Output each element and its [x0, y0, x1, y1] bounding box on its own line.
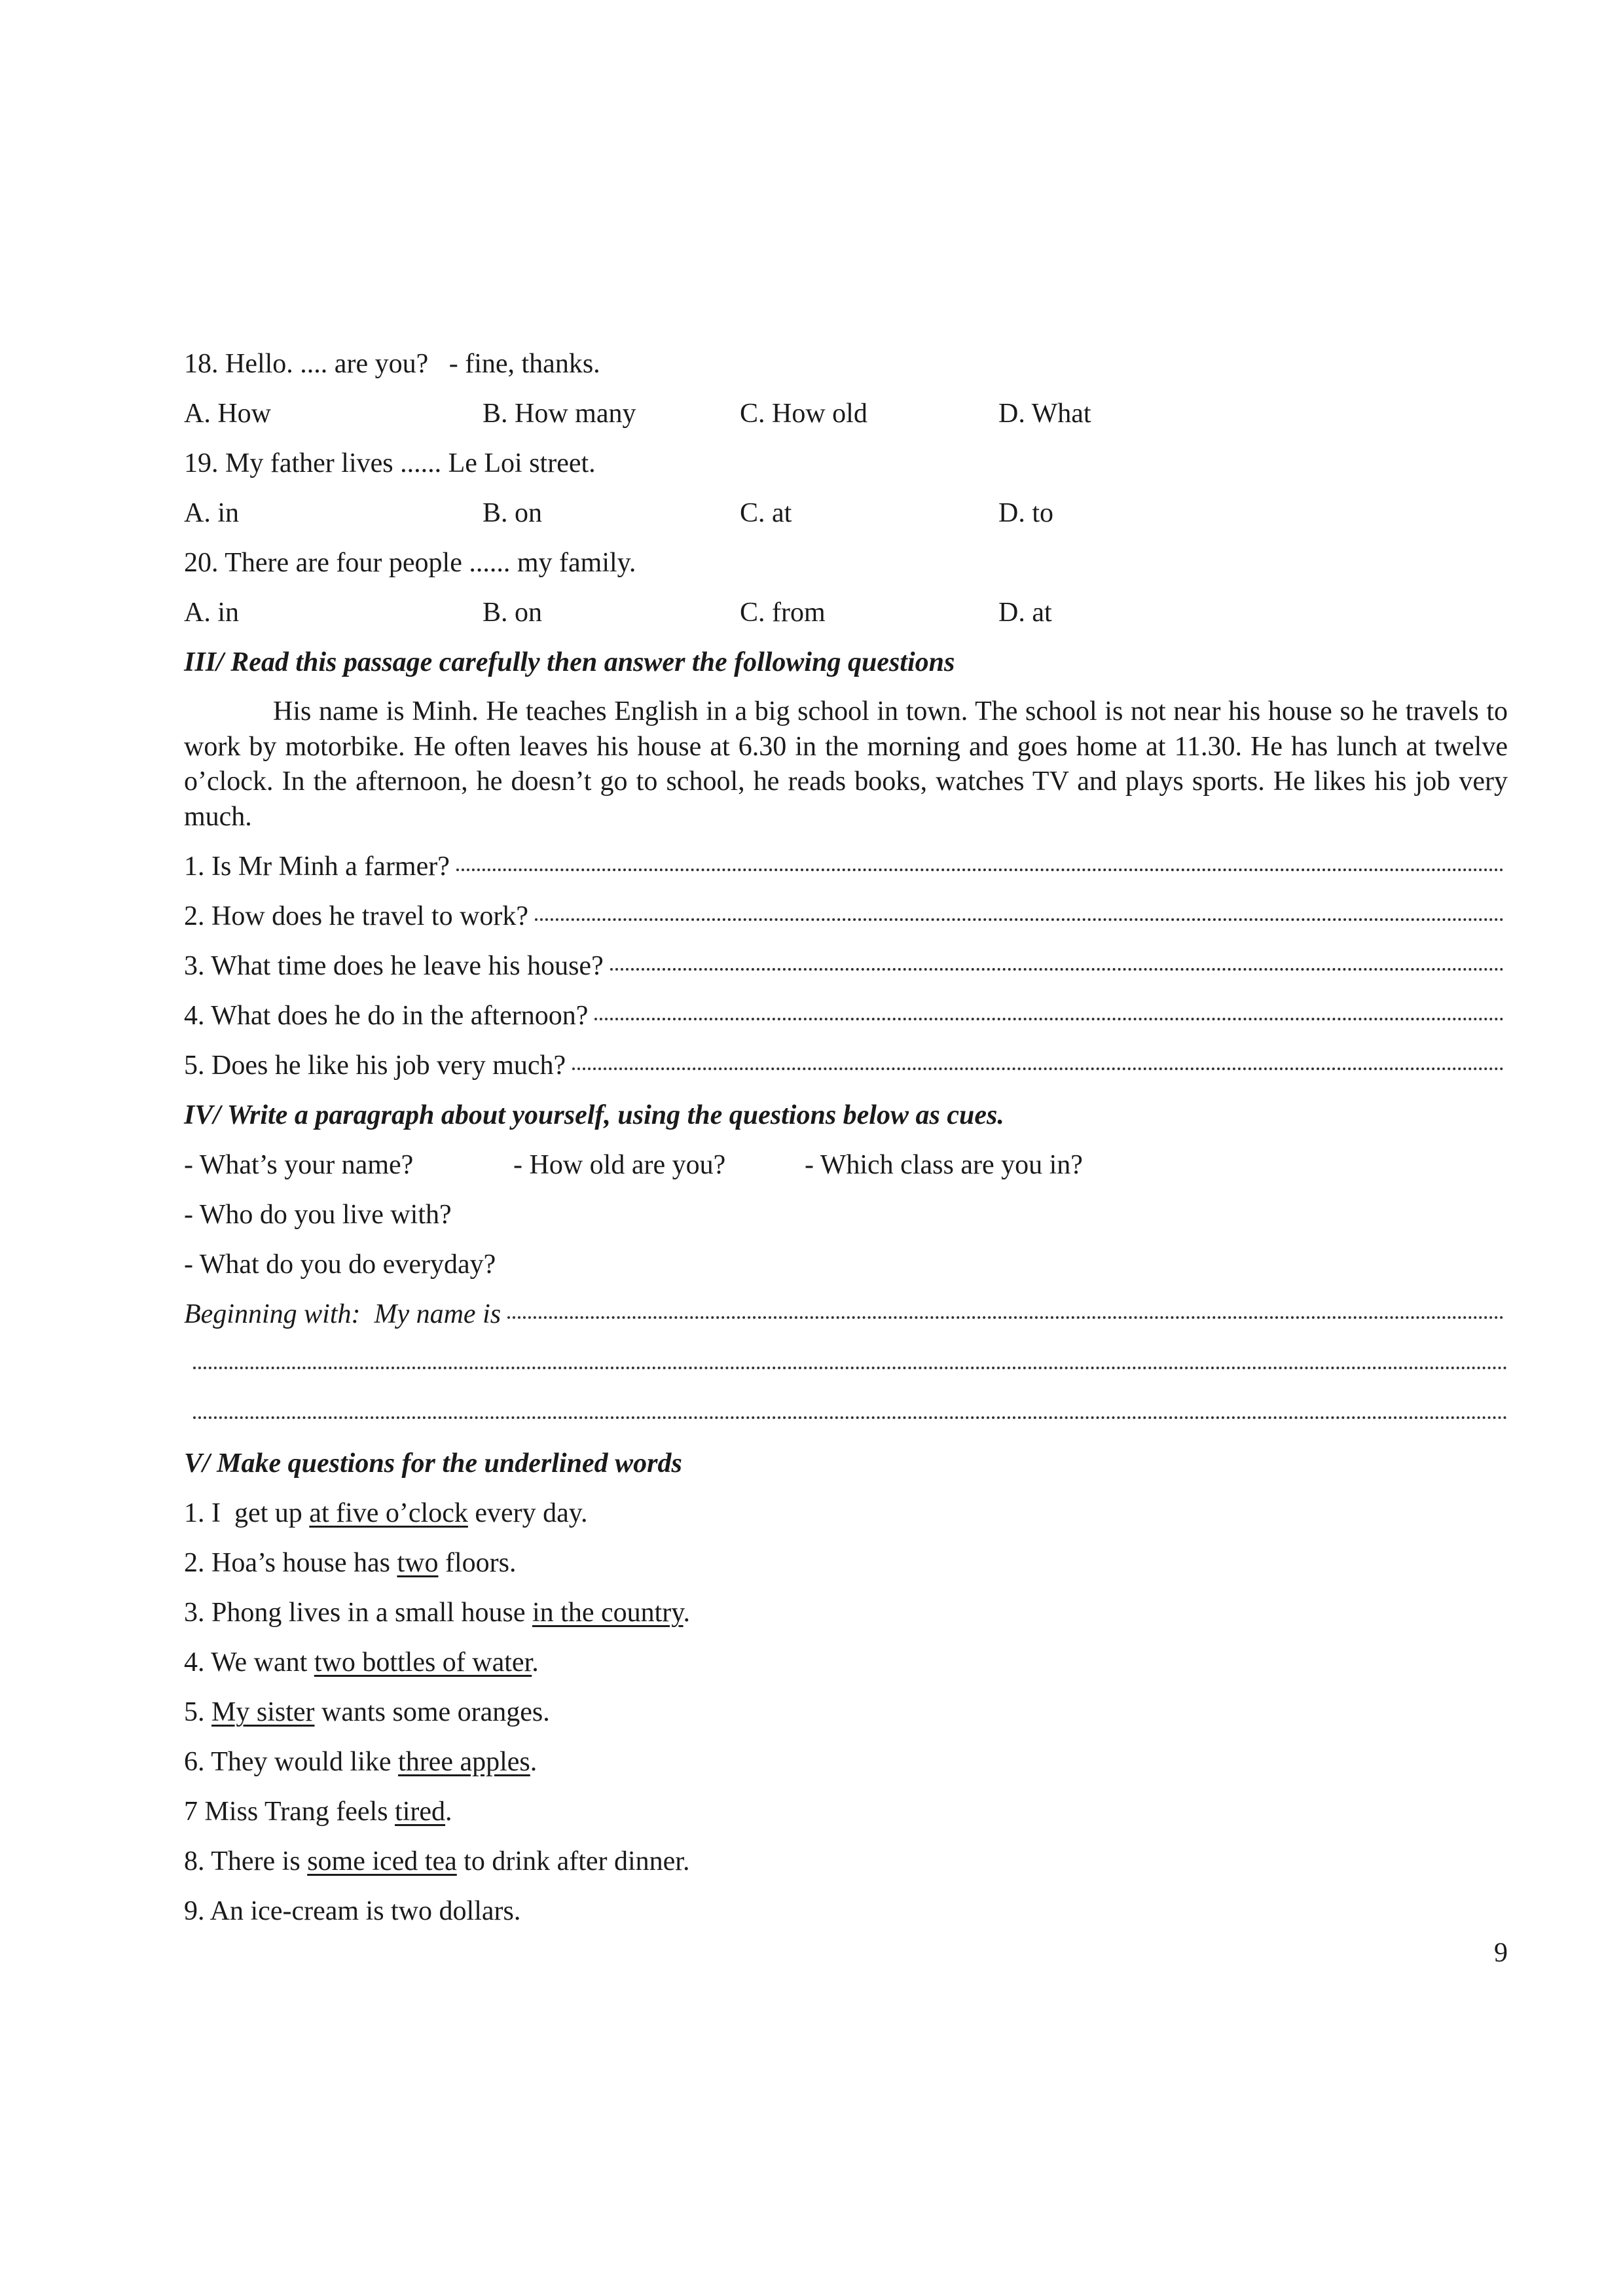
option-d[interactable]: D. at — [998, 598, 1052, 628]
section-5-heading: V/ Make questions for the underlined words — [184, 1448, 682, 1479]
text-before: 7 Miss Trang feels — [184, 1797, 395, 1827]
option-b[interactable]: B. on — [483, 498, 543, 528]
question-text: 4. What does he do in the afternoon? — [184, 1001, 589, 1031]
cue-name: - What’s your name? — [184, 1150, 414, 1181]
option-a[interactable]: A. How — [184, 399, 271, 429]
reading-questions — [184, 842, 1508, 1090]
cue-age: - How old are you? — [513, 1150, 726, 1181]
mcq-question: 19. My father lives ...... Le Loi street. — [184, 448, 596, 478]
question-item — [184, 1588, 1508, 1638]
question-item — [184, 1488, 1508, 1538]
answer-line[interactable] — [507, 1316, 1504, 1319]
answer-line[interactable] — [572, 1067, 1504, 1070]
section-4-heading: IV/ Write a paragraph about yourself, using the questions below as cues. — [184, 1100, 1004, 1131]
answer-line[interactable] — [610, 968, 1504, 971]
question-text: 2. How does he travel to work? — [184, 901, 529, 932]
text-before: 5. — [184, 1697, 211, 1728]
text-before: 6. They would like — [184, 1747, 399, 1778]
text-before: 9. An ice-cream is two dollars. — [184, 1896, 521, 1927]
option-b[interactable]: B. How many — [483, 399, 636, 429]
question-item — [184, 1638, 1508, 1687]
section-3-heading: III/ Read this passage carefully then answer the following questions — [184, 647, 955, 677]
worksheet — [184, 339, 1508, 1936]
answer-line[interactable] — [456, 869, 1504, 871]
option-c[interactable]: C. from — [740, 598, 826, 628]
reading-question — [184, 991, 1508, 1041]
text-before: 8. There is — [184, 1846, 308, 1877]
text-before: 2. Hoa’s house has — [184, 1548, 397, 1579]
question-text: 3. What time does he leave his house? — [184, 951, 604, 982]
mcq-question: 20. There are four people ...... my family. — [184, 548, 636, 578]
option-c[interactable]: C. How old — [740, 399, 867, 429]
underlined-words: some iced tea — [307, 1846, 457, 1877]
question-item — [184, 1886, 1508, 1936]
cue-live-with: - Who do you live with? — [184, 1200, 452, 1230]
underlined-words: two — [397, 1548, 439, 1579]
underlined-words: three apples — [398, 1747, 530, 1778]
question-item — [184, 1837, 1508, 1886]
beginning-prompt: Beginning with: My name is — [184, 1299, 501, 1330]
question-text: 1. Is Mr Minh a farmer? — [184, 852, 450, 882]
question-item — [184, 1687, 1508, 1737]
multiple-choice-section — [184, 339, 1508, 637]
text-before: 4. We want — [184, 1647, 314, 1678]
page-number: 9 — [1494, 1938, 1508, 1968]
option-d[interactable]: D. to — [998, 498, 1053, 528]
option-a[interactable]: A. in — [184, 498, 239, 528]
question-text: 5. Does he like his job very much? — [184, 1050, 566, 1081]
answer-line-2[interactable] — [184, 1339, 1508, 1389]
underlined-words: two bottles of water — [314, 1647, 532, 1678]
reading-question — [184, 842, 1508, 891]
underlined-words: tired — [395, 1797, 446, 1827]
question-item — [184, 1787, 1508, 1837]
text-after: floors. — [438, 1548, 517, 1579]
underlined-words: My sister — [211, 1697, 315, 1728]
text-after: . — [445, 1797, 452, 1827]
option-b[interactable]: B. on — [483, 598, 543, 628]
text-after: to drink after dinner. — [456, 1846, 690, 1877]
underlined-words: at five o’clock — [309, 1498, 468, 1529]
reading-question — [184, 1041, 1508, 1090]
mcq-options — [184, 588, 1508, 637]
answer-line-3[interactable] — [184, 1389, 1508, 1439]
underlined-words: in the country — [532, 1598, 684, 1628]
text-after: . — [530, 1747, 538, 1778]
reading-passage: His name is Minh. He teaches English in a big school in town. The school is not near his house so he travels to work by motorbike. He often leaves his house at 6.30 in the morning and goes home at 11.30. He has lunch at twelve o’clock. In the afternoon, he doesn’t go to school, he reads books, watches TV and plays sports. He likes his job very much. — [184, 696, 1508, 832]
question-item — [184, 1538, 1508, 1588]
paragraph-beginning[interactable] — [184, 1289, 1508, 1339]
dotted-line — [193, 1367, 1508, 1369]
mcq-options — [184, 488, 1508, 538]
option-a[interactable]: A. in — [184, 598, 239, 628]
mcq-options — [184, 389, 1508, 439]
text-after: . — [532, 1647, 539, 1678]
option-d[interactable]: D. What — [998, 399, 1091, 429]
reading-question — [184, 891, 1508, 941]
answer-line[interactable] — [594, 1018, 1504, 1020]
reading-question — [184, 941, 1508, 991]
underlined-questions — [184, 1488, 1508, 1936]
cue-row — [184, 1140, 1508, 1190]
cue-class: - Which class are you in? — [805, 1150, 1083, 1181]
answer-line[interactable] — [535, 918, 1504, 921]
cue-everyday: - What do you do everyday? — [184, 1249, 496, 1280]
question-item — [184, 1737, 1508, 1787]
option-c[interactable]: C. at — [740, 498, 792, 528]
mcq-question: 18. Hello. .... are you? - fine, thanks. — [184, 349, 600, 379]
text-before: 1. I get up — [184, 1498, 310, 1529]
dotted-line — [193, 1416, 1508, 1419]
text-after: . — [683, 1598, 691, 1628]
text-after: wants some oranges. — [314, 1697, 550, 1728]
text-before: 3. Phong lives in a small house — [184, 1598, 532, 1628]
text-after: every day. — [467, 1498, 588, 1529]
